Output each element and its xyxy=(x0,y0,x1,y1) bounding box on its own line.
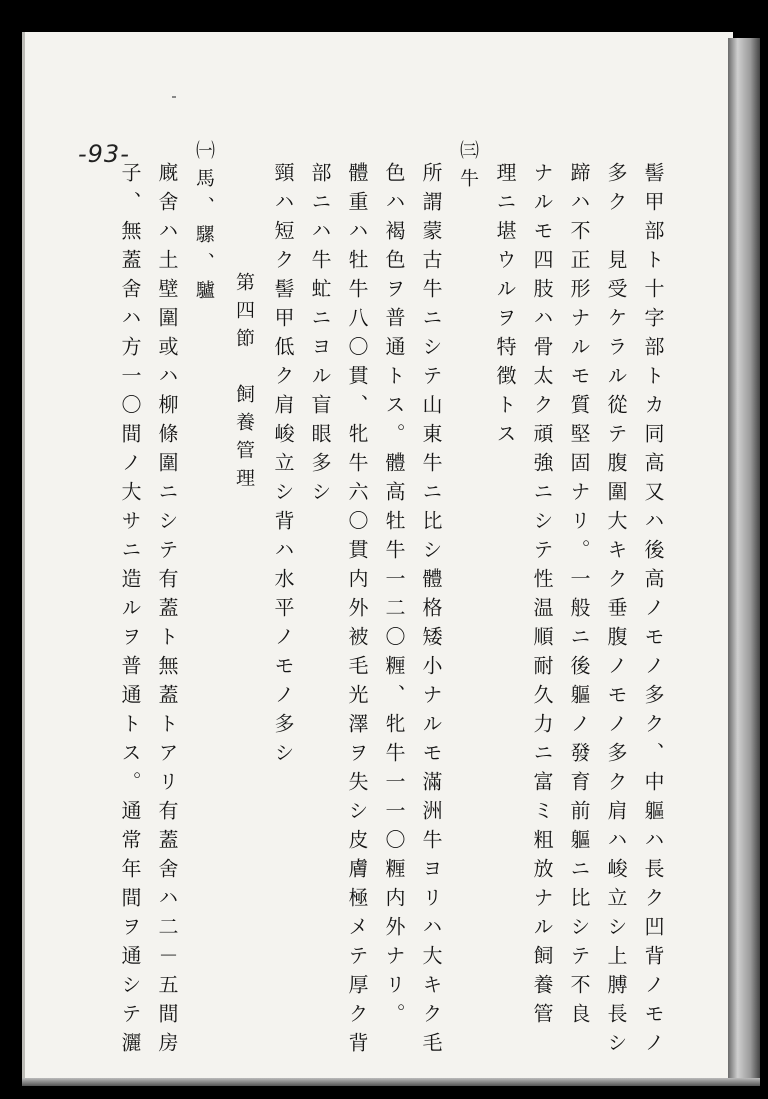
text-column-10: 部ニハ牛虻ニヨル盲眼多シ xyxy=(308,162,332,510)
text-column-2: 多ク 見受ケラル從テ腹圍大キク垂腹ノモノ多ク肩ハ峻立シ上膊長シ xyxy=(604,162,628,1061)
text-column-11: 頸ハ短ク髻甲低ク肩峻立シ背ハ水平ノモノ多シ xyxy=(271,162,295,771)
text-column-5: 理ニ堪ウルヲ特徴トス xyxy=(493,162,517,452)
text-column-8: 色ハ褐色ヲ普通トス。體高牡牛一二〇糎、牝牛一一〇糎内外ナリ。 xyxy=(382,162,406,1032)
text-column-7: 所謂蒙古牛ニシテ山東牛ニ比シ體格矮小ナルモ滿洲牛ヨリハ大キク毛 xyxy=(419,162,443,1061)
page-bottom-edge xyxy=(22,1078,760,1086)
text-column-15: 子、無蓋舍ハ方一〇間ノ大サニ造ルヲ普通トス。通常年間ヲ通シテ灑 xyxy=(118,162,142,1061)
pencil-mark xyxy=(172,96,176,98)
chapter-heading-feeding-management: 第四節 飼養管理 xyxy=(233,272,255,496)
text-column-1: 髻甲部ト十字部トカ同高又ハ後高ノモノ多ク、中軀ハ長ク凹背ノモノ xyxy=(641,162,665,1061)
text-column-14: 廐舍ハ土壁圍或ハ柳條圍ニシテ有蓋ト無蓋トアリ有蓋舍ハ二－五間房 xyxy=(155,162,179,1061)
section-heading-horses: ㈠馬、騾、驢 xyxy=(193,140,215,308)
text-column-4: ナルモ四肢ハ骨太ク頑強ニシテ性温順耐久力ニ富ミ粗放ナル飼養管 xyxy=(530,162,554,1032)
text-column-9: 體重ハ牡牛八〇貫、牝牛六〇貫内外被毛光澤ヲ失シ皮膚極メテ厚ク背 xyxy=(345,162,369,1061)
page-number: -93- xyxy=(78,140,130,168)
section-heading-cattle: ㈢牛 xyxy=(457,140,479,196)
page-edge-shadow xyxy=(728,38,760,1082)
text-column-3: 蹄ハ不正形ナルモ質堅固ナリ。一般ニ後軀ノ發育前軀ニ比シテ不良 xyxy=(567,162,591,1032)
